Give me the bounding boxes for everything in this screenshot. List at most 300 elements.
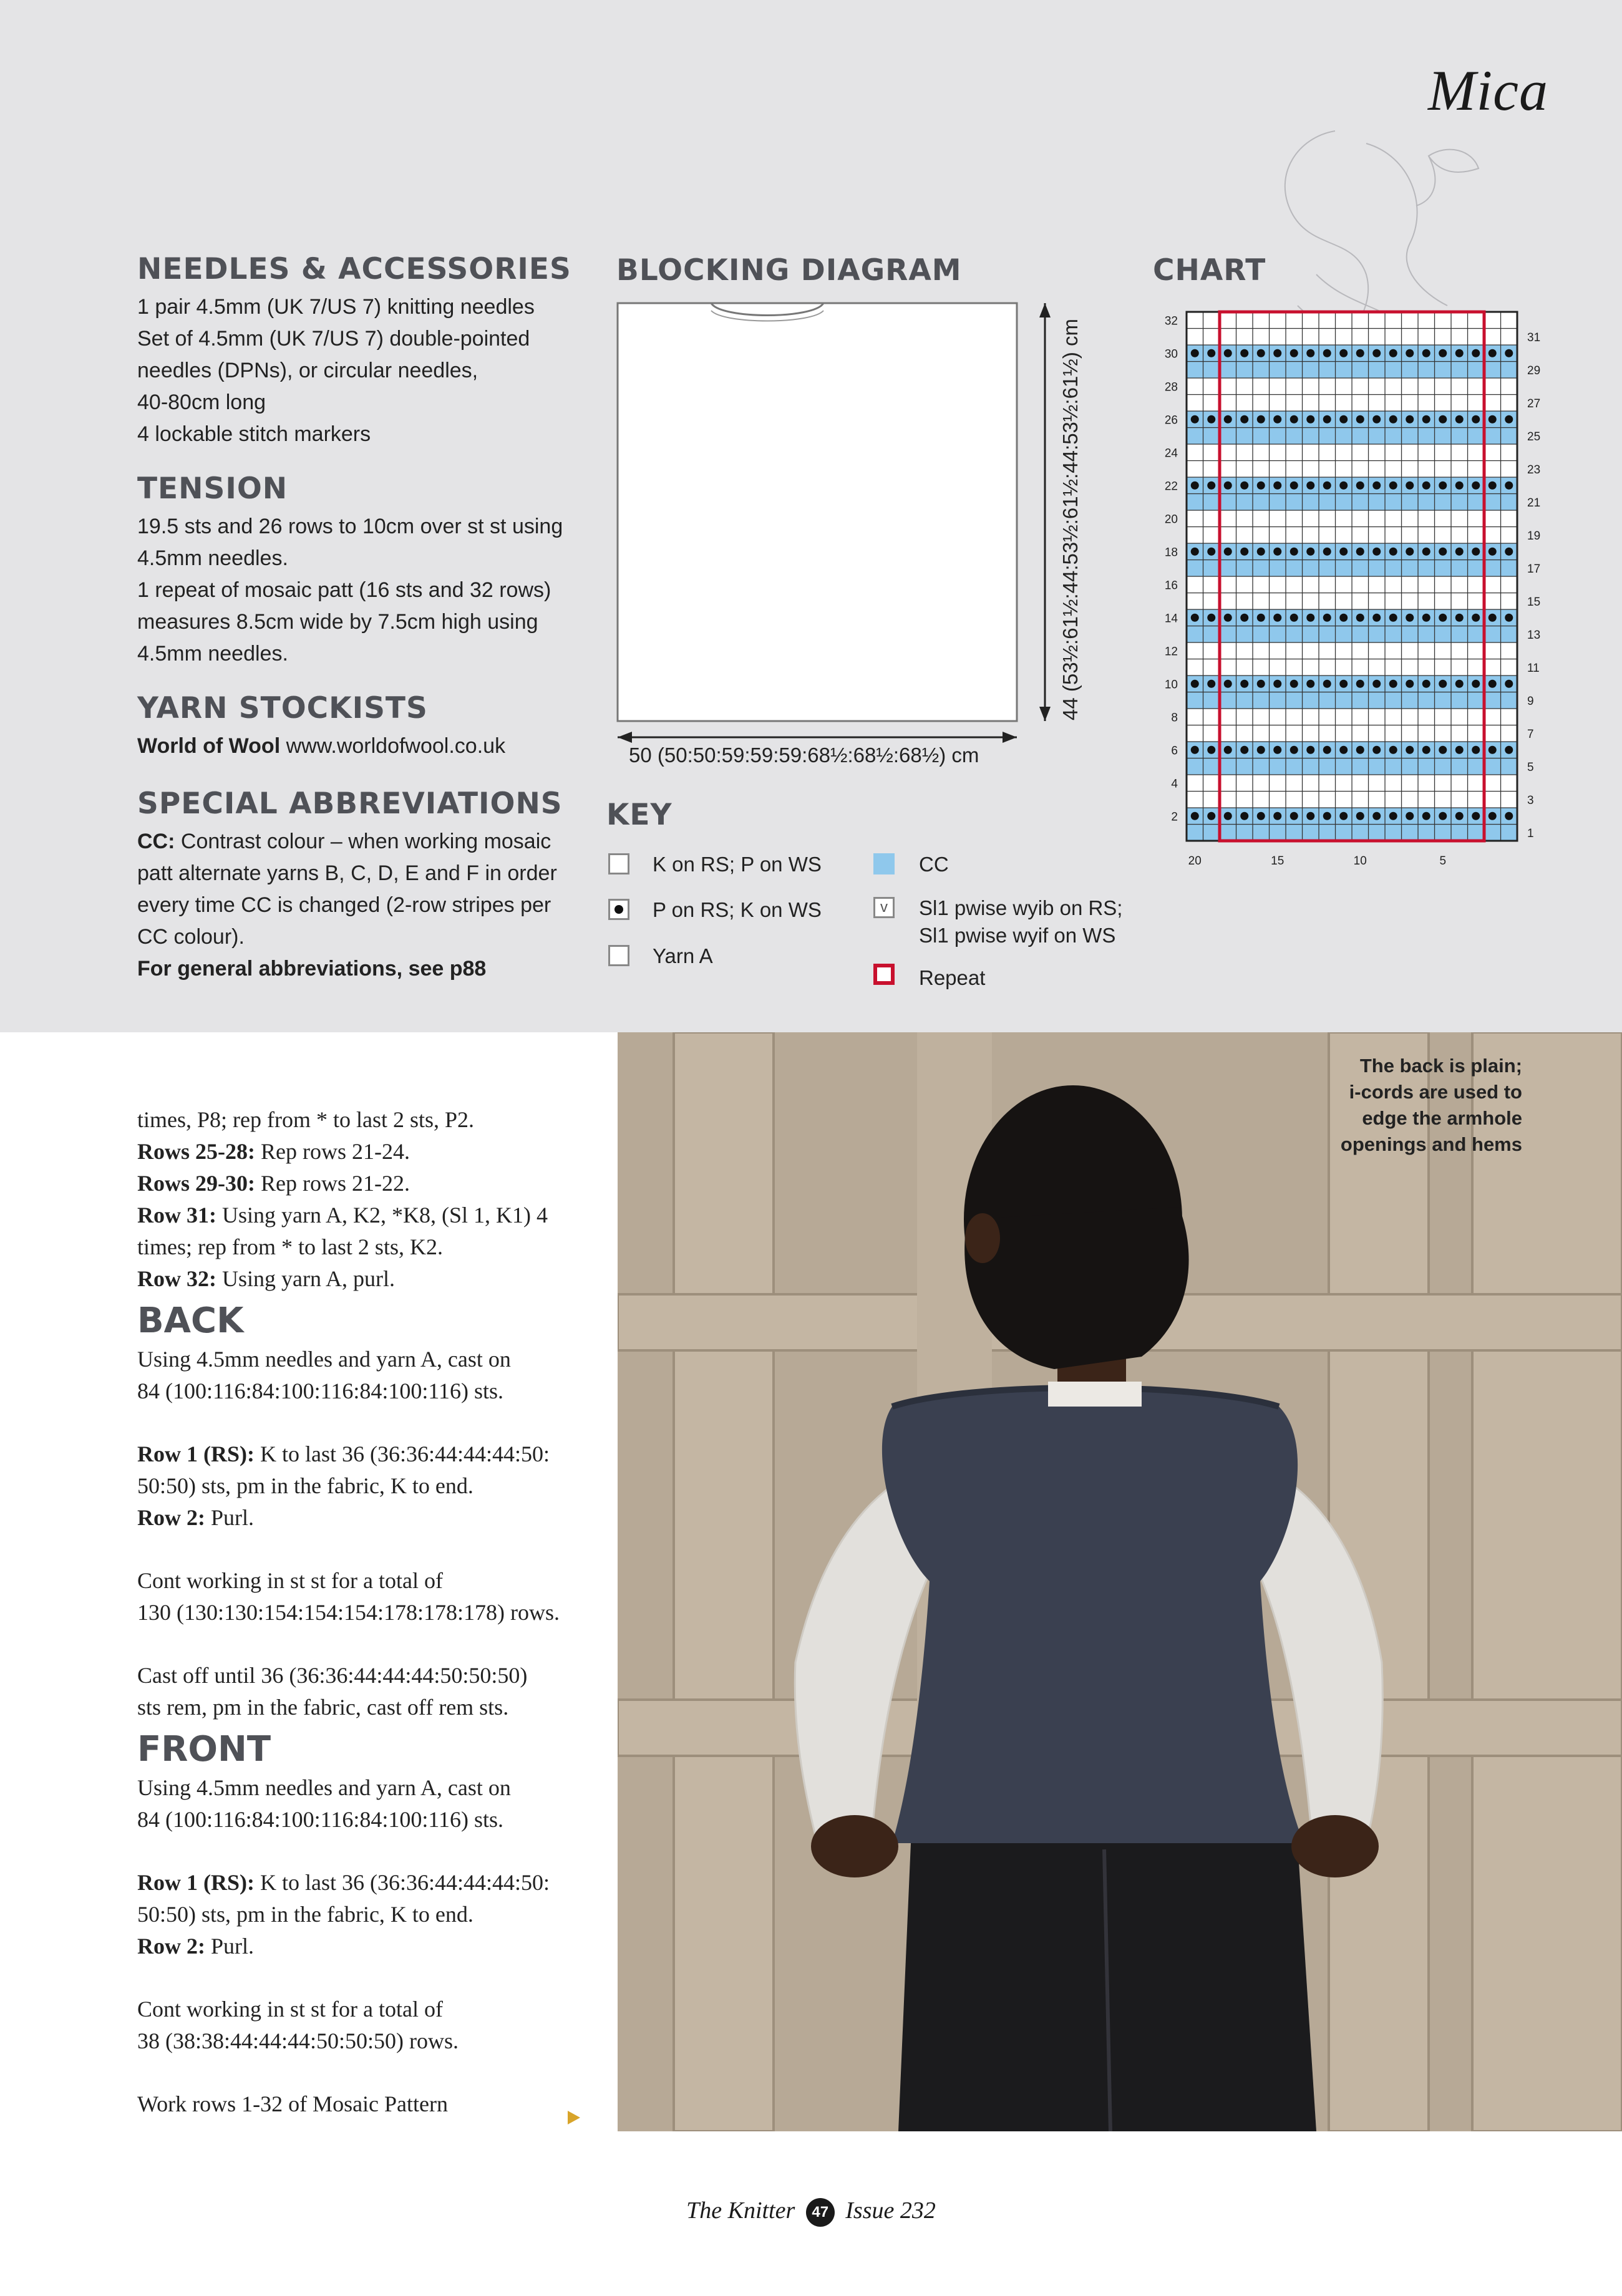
chart-cell <box>1369 461 1386 478</box>
chart-cell <box>1253 709 1270 725</box>
chart-cell <box>1270 725 1286 742</box>
abbreviations-section <box>137 789 586 985</box>
stockist-url[interactable]: www.worldofwool.co.uk <box>286 734 506 758</box>
chart-cell <box>1402 758 1419 775</box>
purl-dot-icon <box>608 899 629 920</box>
chart-cell <box>1402 725 1419 742</box>
row-number-label: 29 <box>1527 364 1541 377</box>
chart-cell <box>1187 626 1203 643</box>
purl-dot <box>1472 482 1480 490</box>
chart-cell <box>1336 709 1352 725</box>
key-repeat-label: Repeat <box>919 966 986 989</box>
purl-dot <box>1356 415 1364 424</box>
chart-cell <box>1203 378 1220 395</box>
chart-cell <box>1253 527 1270 544</box>
purl-dot <box>1422 680 1430 688</box>
purl-dot <box>1422 614 1430 622</box>
chart-cell <box>1352 725 1369 742</box>
chart-cell <box>1501 527 1518 544</box>
chart-cell <box>1451 642 1468 659</box>
purl-dot <box>1422 812 1430 820</box>
chart-cell <box>1451 395 1468 412</box>
chart-cell <box>1484 560 1501 577</box>
chart-cell <box>1253 792 1270 808</box>
chart-cell <box>1220 775 1236 792</box>
chart-cell <box>1435 444 1452 461</box>
chart-cell <box>1253 825 1270 841</box>
chart-cell <box>1236 792 1253 808</box>
chart-cell <box>1253 560 1270 577</box>
purl-dot <box>1422 415 1430 424</box>
purl-dot <box>1323 548 1331 556</box>
chart-cell <box>1468 642 1485 659</box>
chart-cell <box>1369 444 1386 461</box>
chart-cell <box>1484 444 1501 461</box>
purl-dot <box>1422 548 1430 556</box>
chart-cell <box>1369 560 1386 577</box>
chart-cell <box>1220 709 1236 725</box>
chart-cell <box>1303 378 1319 395</box>
purl-dot <box>1306 349 1314 357</box>
chart-cell <box>1187 692 1203 709</box>
purl-dot <box>1224 746 1232 754</box>
chart-cell <box>1220 560 1236 577</box>
row-number-label: 14 <box>1164 612 1178 626</box>
row-number-label: 30 <box>1164 347 1178 361</box>
chart-cell <box>1303 362 1319 379</box>
chart-cell <box>1484 593 1501 610</box>
purl-dot <box>1306 746 1314 754</box>
chart-cell <box>1451 527 1468 544</box>
chart-cell <box>1236 593 1253 610</box>
chart-cell <box>1501 825 1518 841</box>
chart-cell <box>1484 825 1501 841</box>
page-title: Mica <box>1427 59 1548 122</box>
chart-cell <box>1369 362 1386 379</box>
chart-cell <box>1286 560 1303 577</box>
chart-cell <box>1303 709 1319 725</box>
chart-cell <box>1435 494 1452 511</box>
chart-cell <box>1385 725 1402 742</box>
purl-dot <box>1240 349 1248 357</box>
purl-dot <box>1207 680 1215 688</box>
needles-heading: NEEDLES & ACCESSORIES <box>137 252 571 286</box>
chart-cell <box>1484 461 1501 478</box>
chart-cell <box>1418 725 1435 742</box>
purl-dot <box>1273 482 1281 490</box>
chart-cell <box>1501 593 1518 610</box>
chart-cell <box>1187 775 1203 792</box>
chart-cell <box>1451 725 1468 742</box>
chart-cell <box>1451 758 1468 775</box>
chart-cell <box>1187 510 1203 527</box>
chart-cell <box>1369 725 1386 742</box>
purl-dot <box>1455 415 1464 424</box>
chart-cell <box>1402 461 1419 478</box>
chart-cell <box>1402 626 1419 643</box>
chart-cell <box>1319 428 1336 445</box>
chart-cell <box>1501 312 1518 329</box>
purl-dot <box>1240 812 1248 820</box>
chart-cell <box>1236 378 1253 395</box>
chart-cell <box>1402 659 1419 676</box>
mosaic-chart <box>1148 293 1547 867</box>
purl-dot <box>1406 548 1414 556</box>
chart-cell <box>1220 329 1236 346</box>
chart-cell <box>1319 576 1336 593</box>
blocking-diagram <box>608 293 1095 780</box>
purl-dot <box>1339 812 1348 820</box>
chart-cell <box>1286 362 1303 379</box>
purl-dot <box>1191 349 1199 357</box>
chart-cell <box>1385 362 1402 379</box>
photo-caption: The back is plain; i-cords are used to edge the armhole openings and hems <box>1340 1055 1522 1155</box>
chart-cell <box>1319 329 1336 346</box>
chart-cell <box>1187 312 1203 329</box>
chart-cell <box>1352 494 1369 511</box>
chart-cell <box>1418 329 1435 346</box>
chart-cell <box>1369 576 1386 593</box>
purl-dot <box>1257 680 1265 688</box>
chart-cell <box>1220 758 1236 775</box>
chart-cell <box>1236 461 1253 478</box>
chart-cell <box>1220 312 1236 329</box>
chart-cell <box>1484 312 1501 329</box>
chart-cell <box>1468 395 1485 412</box>
chart-cell <box>1220 395 1236 412</box>
chart-cell <box>1303 395 1319 412</box>
chart-cell <box>1435 642 1452 659</box>
chart-cell <box>1402 775 1419 792</box>
chart-cell <box>1303 576 1319 593</box>
chart-cell <box>1286 527 1303 544</box>
chart-cell <box>1236 362 1253 379</box>
chart-cell <box>1418 428 1435 445</box>
chart-cell <box>1385 312 1402 329</box>
chart-cell <box>1435 378 1452 395</box>
chart-cell <box>1451 659 1468 676</box>
chart-cell <box>1385 758 1402 775</box>
purl-dot <box>1356 614 1364 622</box>
row-number-label: 9 <box>1527 694 1534 708</box>
chart-cell <box>1319 758 1336 775</box>
purl-dot <box>1257 482 1265 490</box>
chart-cell <box>1303 494 1319 511</box>
chart-cell <box>1303 312 1319 329</box>
chart-cell <box>1402 395 1419 412</box>
chart-cell <box>1451 825 1468 841</box>
chart-cell <box>1435 825 1452 841</box>
chart-cell <box>1501 510 1518 527</box>
chart-cell <box>1352 626 1369 643</box>
needles-line: 40-80cm long <box>137 390 266 414</box>
purl-dot <box>1455 614 1464 622</box>
purl-dot <box>1406 614 1414 622</box>
purl-dot <box>1290 548 1298 556</box>
chart-cell <box>1236 428 1253 445</box>
chart-cell <box>1187 825 1203 841</box>
purl-dot <box>1372 746 1381 754</box>
chart-cell <box>1468 527 1485 544</box>
chart-cell <box>1484 329 1501 346</box>
chart-cell <box>1270 792 1286 808</box>
chart-cell <box>1402 825 1419 841</box>
front-cast-on: Using 4.5mm needles and yarn A, cast on <box>137 1775 511 1800</box>
chart-cell <box>1236 494 1253 511</box>
purl-dot <box>1207 349 1215 357</box>
purl-dot <box>1488 746 1497 754</box>
chart-cell <box>1270 312 1286 329</box>
purl-dot <box>1372 548 1381 556</box>
chart-cell <box>1484 792 1501 808</box>
chart-cell <box>1303 510 1319 527</box>
chart-cell <box>1501 560 1518 577</box>
purl-dot <box>1505 415 1513 424</box>
chart-cell <box>1303 792 1319 808</box>
chart-cell <box>1418 692 1435 709</box>
chart-cell <box>1385 395 1402 412</box>
chart-cell <box>1468 659 1485 676</box>
purl-dot <box>1472 614 1480 622</box>
chart-cell <box>1270 378 1286 395</box>
chart-cell <box>1236 775 1253 792</box>
purl-dot <box>1257 415 1265 424</box>
chart-cell <box>1484 758 1501 775</box>
chart-cell <box>1385 642 1402 659</box>
chart-cell <box>1220 527 1236 544</box>
chart-cell <box>1352 576 1369 593</box>
chart-heading: CHART <box>1153 253 1266 288</box>
chart-cell <box>1303 593 1319 610</box>
key-knit-label: K on RS; P on WS <box>653 853 822 876</box>
abbrev-line: every time CC is changed (2-row stripes per <box>137 893 551 917</box>
chart-cell <box>1435 593 1452 610</box>
chart-cell <box>1236 527 1253 544</box>
chart-cell <box>1303 825 1319 841</box>
chart-cell <box>1286 626 1303 643</box>
chart-cell <box>1286 312 1303 329</box>
chart-cell <box>1451 444 1468 461</box>
chart-cell <box>1369 758 1386 775</box>
chart-cell <box>1352 593 1369 610</box>
chart-cell <box>1286 444 1303 461</box>
chart-cell <box>1220 444 1236 461</box>
key-yarn-a-label: Yarn A <box>653 944 713 967</box>
chart-cell <box>1270 494 1286 511</box>
chart-cell <box>1303 428 1319 445</box>
chart-cell <box>1435 362 1452 379</box>
chart-cell <box>1187 378 1203 395</box>
chart-cell <box>1435 527 1452 544</box>
chart-cell <box>1203 395 1220 412</box>
chart-cell <box>1336 560 1352 577</box>
chart-cell <box>1187 494 1203 511</box>
row-number-label: 1 <box>1527 826 1534 840</box>
purl-dot <box>1372 812 1381 820</box>
chart-cell <box>1236 825 1253 841</box>
chart-cell <box>1270 428 1286 445</box>
stockists-heading: YARN STOCKISTS <box>137 691 428 725</box>
back-cont-rows: 130 (130:130:154:154:154:178:178:178) rows. <box>137 1600 560 1625</box>
chart-cell <box>1220 593 1236 610</box>
cc-label: CC: <box>137 830 175 853</box>
purl-dot <box>1191 482 1199 490</box>
chart-cell <box>1236 758 1253 775</box>
chart-cell <box>1336 329 1352 346</box>
chart-cell <box>1418 709 1435 725</box>
chart-cell <box>1352 709 1369 725</box>
instructions-column: times, P8; rep from * to last 2 sts, P2. Rows 25-28: Rep rows 21-24. Rows 29-30: Rep rows 21-22. Row 31: Using yarn A, K2, *K8, (Sl 1, K1) 4 times; rep from * to last 2 sts, K2. Row 32: Using yarn A, purl. BACK Using 4.5mm needles and yarn A, cast on 84 (100:116:84:100:116:84:100:116) sts. Row 1 (RS): K to last 36 (36:36:44:44:44:50: 50:50) sts, pm in the fabric, K to end. Row 2: Purl. Cont working in st st for a total of 130 (130:130:154:154:154:178:178:178) rows. Cast off until 36 (36:36:44:44:44:50:50:50) sts rem, pm in the fabric, cast off rem sts. FRONT Using 4.5mm needles and yarn A, cast on 84 (100:116:84:100:116:84:100:116) sts. Row 1 (RS): K to last 36 (36:36:44:44:44:50: 50:50) sts, pm in the fabric, K to end. Row 2: Purl. Cont working in st st for a total of 38 (38:38:44:44:44:50:50:50) rows. Work rows 1-32 of Mosaic Pattern <box>137 1104 586 2120</box>
needles-line: Set of 4.5mm (UK 7/US 7) double-pointed <box>137 327 530 351</box>
purl-dot <box>1273 812 1281 820</box>
row-number-label: 12 <box>1164 645 1178 659</box>
chart-cell <box>1468 626 1485 643</box>
purl-dot <box>1191 680 1199 688</box>
purl-dot <box>1389 548 1397 556</box>
chart-cell <box>1203 692 1220 709</box>
chart-cell <box>1253 362 1270 379</box>
chart-cell <box>1468 362 1485 379</box>
chart-cell <box>1319 642 1336 659</box>
needles-line: needles (DPNs), or circular needles, <box>137 359 478 382</box>
chart-cell <box>1435 626 1452 643</box>
chart-cell <box>1352 312 1369 329</box>
tension-heading: TENSION <box>137 472 288 506</box>
chart-cell <box>1418 576 1435 593</box>
instruction-line: times; rep from * to last 2 sts, K2. <box>137 1234 443 1259</box>
purl-dot <box>1191 746 1199 754</box>
chart-cell <box>1484 395 1501 412</box>
chart-cell <box>1451 626 1468 643</box>
chart-cell <box>1385 659 1402 676</box>
chart-cell <box>1319 593 1336 610</box>
purl-dot <box>1257 349 1265 357</box>
chart-cell <box>1270 626 1286 643</box>
purl-dot <box>1191 614 1199 622</box>
row-number-label: 18 <box>1164 546 1178 559</box>
purl-dot <box>1273 614 1281 622</box>
purl-dot <box>1439 746 1447 754</box>
purl-dot <box>1224 812 1232 820</box>
chart-cell <box>1451 378 1468 395</box>
row-number-label: 8 <box>1171 711 1178 725</box>
purl-dot <box>1439 680 1447 688</box>
chart-cell <box>1418 510 1435 527</box>
purl-dot <box>1422 349 1430 357</box>
chart-cell <box>1484 362 1501 379</box>
tension-line: 19.5 sts and 26 rows to 10cm over st st using <box>137 515 563 538</box>
purl-dot <box>1290 746 1298 754</box>
chart-cell <box>1253 312 1270 329</box>
stockists-section <box>137 691 586 762</box>
chart-cell <box>1418 362 1435 379</box>
chart-cell <box>1402 428 1419 445</box>
chart-cell <box>1253 775 1270 792</box>
row-number-label: 6 <box>1171 744 1178 758</box>
chart-cell <box>1468 593 1485 610</box>
purl-dot <box>1191 812 1199 820</box>
height-label: 44 (53½:61½:44:53½:61½:44:53½:61½) cm <box>1059 319 1082 720</box>
chart-cell <box>1220 725 1236 742</box>
stitch-number-label: 10 <box>1353 855 1367 867</box>
chart-cell <box>1402 329 1419 346</box>
chart-cell <box>1336 626 1352 643</box>
chart-cell <box>1303 725 1319 742</box>
chart-cell <box>1451 461 1468 478</box>
chart-cell <box>1385 444 1402 461</box>
chart-cell <box>1220 362 1236 379</box>
chart-cell <box>1319 527 1336 544</box>
purl-dot <box>1273 415 1281 424</box>
purl-dot <box>1356 746 1364 754</box>
chart-cell <box>1203 444 1220 461</box>
purl-dot <box>1224 680 1232 688</box>
tension-line: measures 8.5cm wide by 7.5cm high using <box>137 610 538 634</box>
purl-dot <box>1290 812 1298 820</box>
chart-cell <box>1203 510 1220 527</box>
chart-cell <box>1484 494 1501 511</box>
chart-cell <box>1369 792 1386 808</box>
chart-cell <box>1203 725 1220 742</box>
chart-cell <box>1236 659 1253 676</box>
chart-cell <box>1187 560 1203 577</box>
chart-cell <box>1319 560 1336 577</box>
row-number-label: 17 <box>1527 562 1541 576</box>
chart-cell <box>1484 692 1501 709</box>
purl-dot <box>1273 349 1281 357</box>
chart-cell <box>1203 642 1220 659</box>
purl-dot <box>1323 349 1331 357</box>
chart-cell <box>1253 494 1270 511</box>
purl-dot <box>1306 548 1314 556</box>
purl-dot <box>1339 415 1348 424</box>
chart-cell <box>1253 725 1270 742</box>
tension-line: 1 repeat of mosaic patt (16 sts and 32 rows) <box>137 578 551 602</box>
chart-cell <box>1203 576 1220 593</box>
purl-dot <box>1356 548 1364 556</box>
chart-cell <box>1352 642 1369 659</box>
chart-cell <box>1187 395 1203 412</box>
chart-cell <box>1418 461 1435 478</box>
chart-cell <box>1352 510 1369 527</box>
chart-cell <box>1402 378 1419 395</box>
purl-dot <box>1290 482 1298 490</box>
row-number-label: 25 <box>1527 430 1541 443</box>
chart-cell <box>1369 825 1386 841</box>
chart-cell <box>1270 527 1286 544</box>
chart-cell <box>1220 510 1236 527</box>
row-number-label: 31 <box>1527 331 1541 344</box>
chart-cell <box>1253 692 1270 709</box>
chart-cell <box>1385 709 1402 725</box>
purl-dot <box>1207 746 1215 754</box>
key-slip-label-2: Sl1 pwise wyif on WS <box>919 924 1116 947</box>
chart-cell <box>1270 461 1286 478</box>
chart-cell <box>1236 576 1253 593</box>
chart-cell <box>1418 659 1435 676</box>
chart-cell <box>1286 792 1303 808</box>
chart-cell <box>1270 510 1286 527</box>
chart-cell <box>1286 659 1303 676</box>
chart-cell <box>1418 378 1435 395</box>
purl-dot <box>1339 349 1348 357</box>
chart-cell <box>1319 626 1336 643</box>
purl-dot <box>1389 812 1397 820</box>
chart-cell <box>1319 775 1336 792</box>
purl-dot <box>1372 349 1381 357</box>
back-row1-label: Row 1 (RS): <box>137 1441 255 1466</box>
chart-cell <box>1501 461 1518 478</box>
